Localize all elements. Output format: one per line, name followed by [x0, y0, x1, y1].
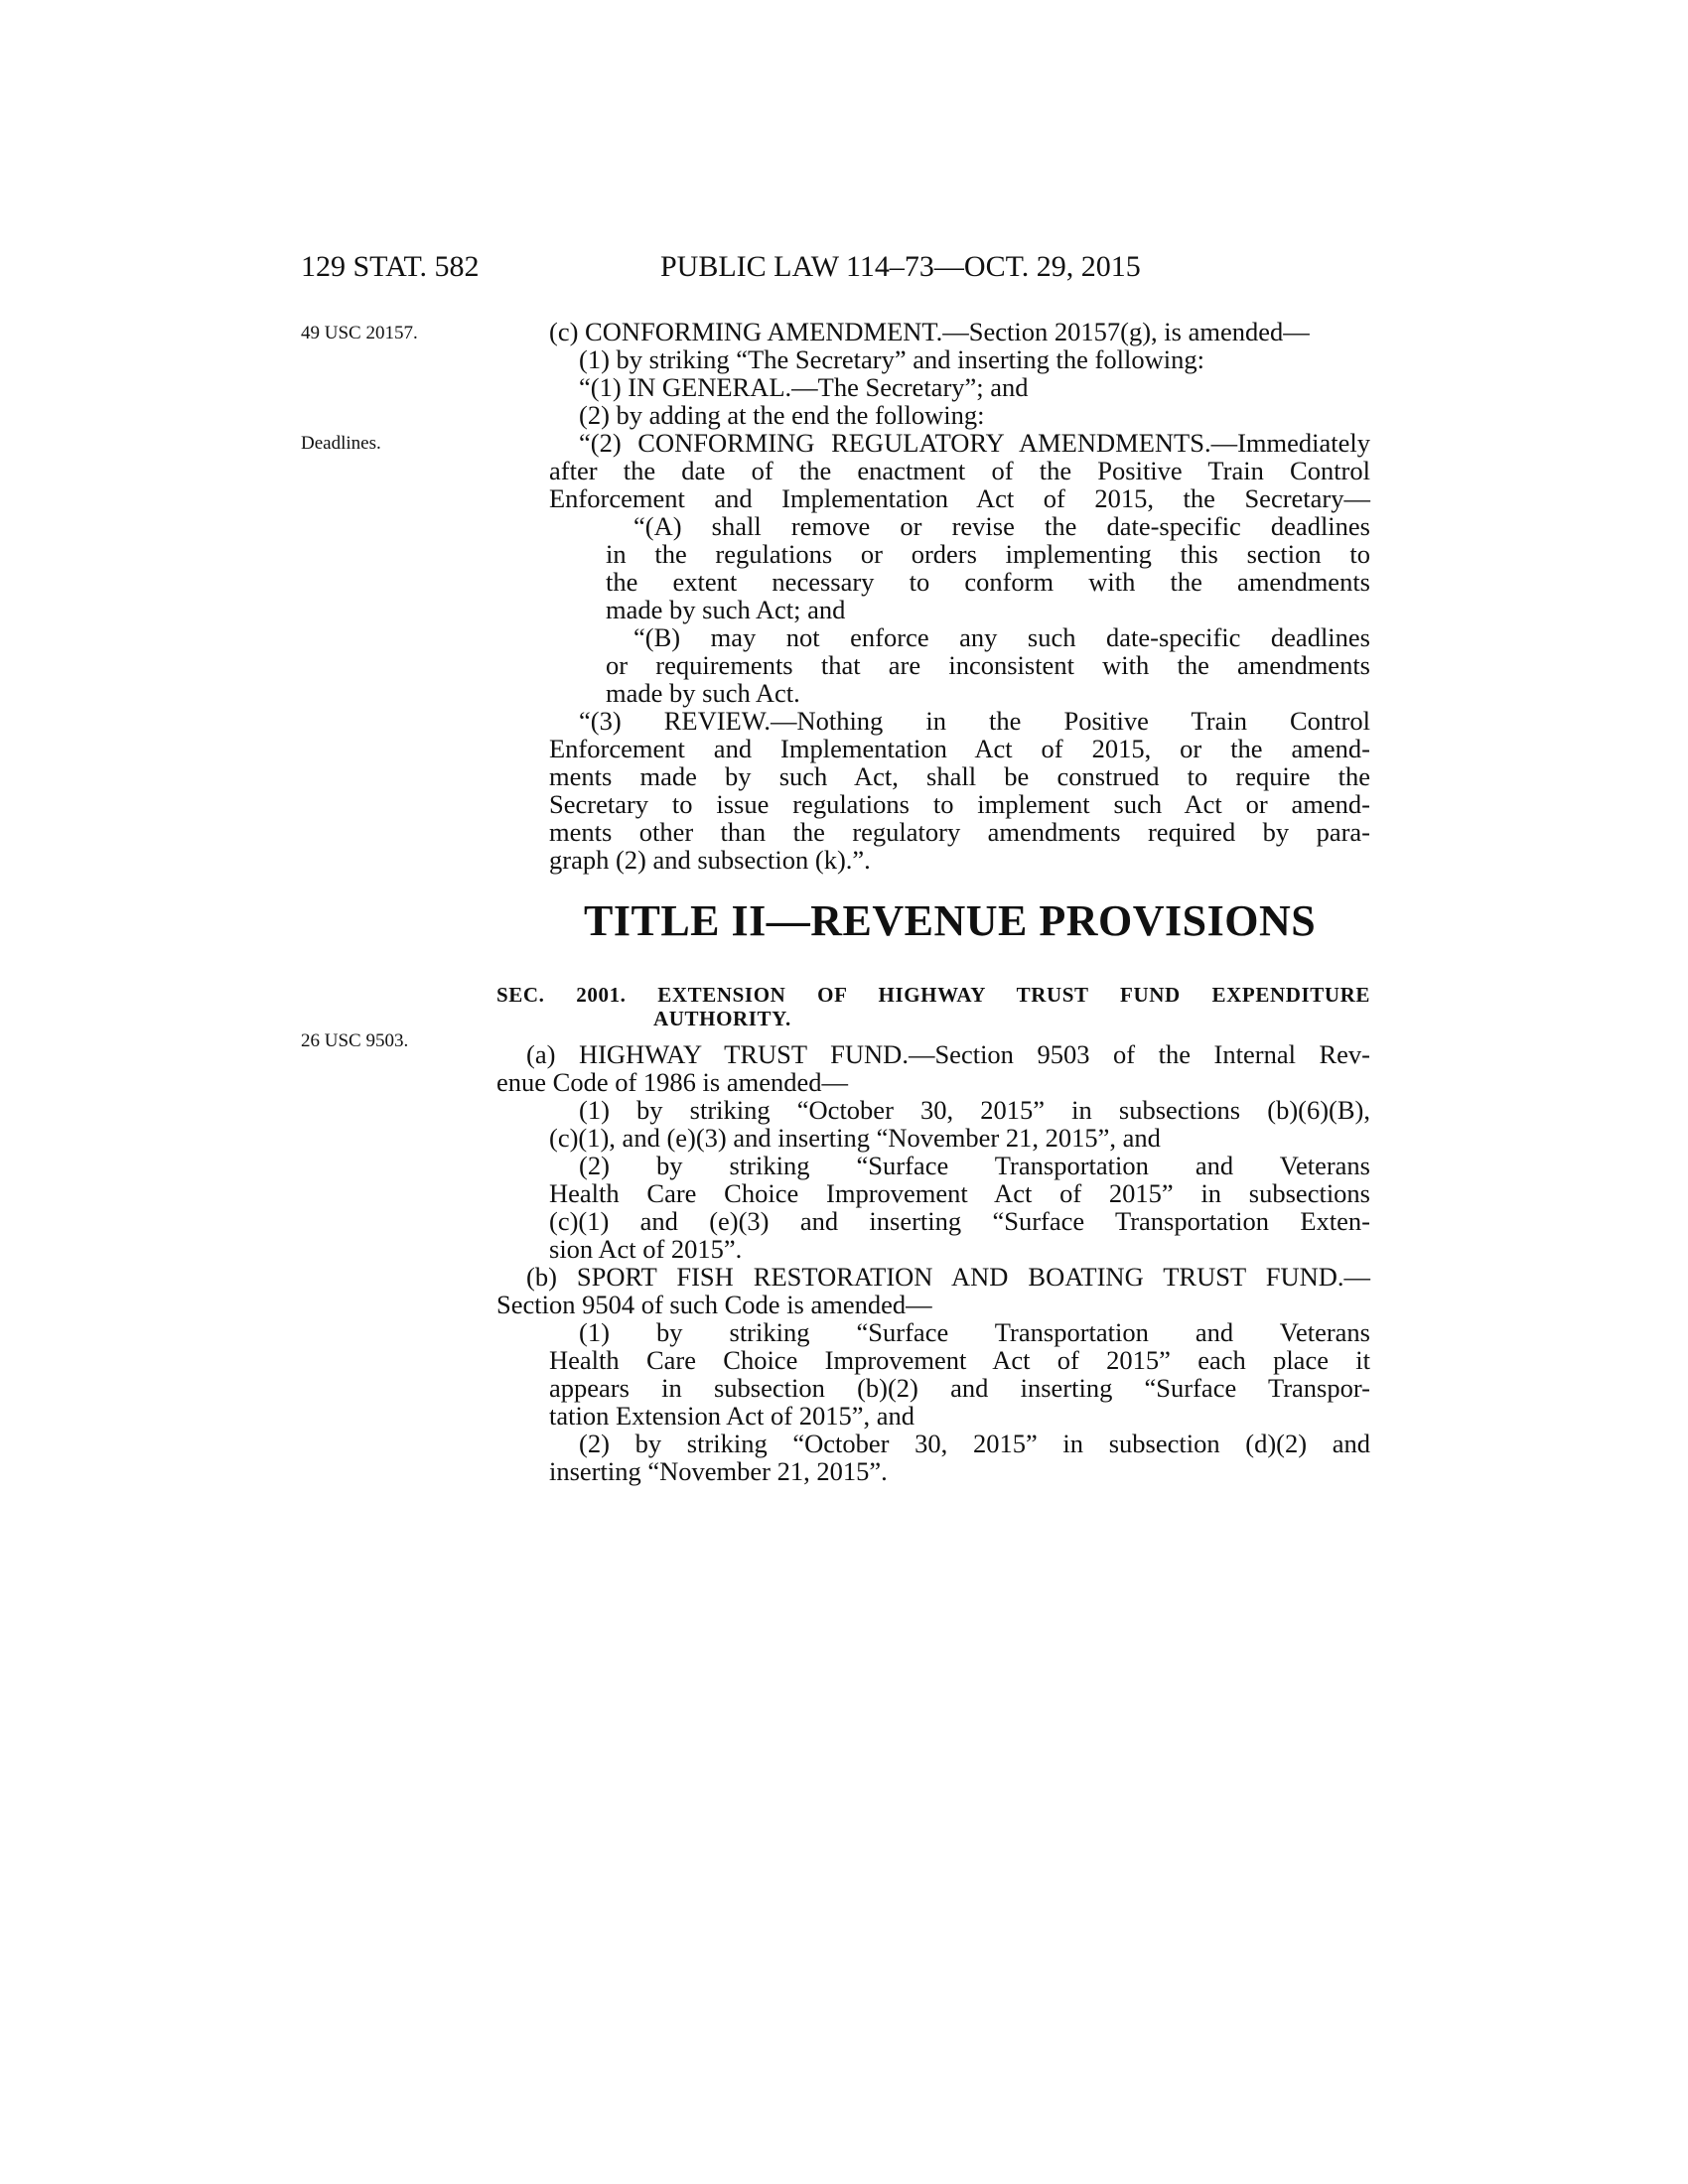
- section-heading-continued: AUTHORITY.: [653, 1007, 791, 1030]
- body-line: ments made by such Act, shall be construed to require the: [549, 761, 1370, 791]
- section-line: appears in subsection (b)(2) and inserting “Surface Transpor-: [549, 1373, 1370, 1403]
- margin-note-deadlines: Deadlines.: [301, 433, 381, 454]
- section-line: Section 9504 of such Code is amended—: [496, 1290, 932, 1319]
- body-line: made by such Act.: [606, 678, 800, 708]
- section-line: enue Code of 1986 is amended—: [496, 1067, 848, 1097]
- body-line: “(3) REVIEW.—Nothing in the Positive Train Control: [579, 706, 1370, 736]
- body-line: the extent necessary to conform with the amendments: [606, 567, 1370, 597]
- section-line: (c)(1) and (e)(3) and inserting “Surface Transportation Exten-: [549, 1206, 1370, 1236]
- section-line: sion Act of 2015”.: [549, 1234, 743, 1264]
- section-line: (1) by striking “October 30, 2015” in subsections (b)(6)(B),: [579, 1095, 1370, 1125]
- section-line: (b) SPORT FISH RESTORATION AND BOATING TRUST FUND.—: [526, 1262, 1370, 1292]
- body-line: or requirements that are inconsistent with the amendments: [606, 650, 1370, 680]
- running-header-title: PUBLIC LAW 114–73—OCT. 29, 2015: [660, 250, 1141, 283]
- section-line: tation Extension Act of 2015”, and: [549, 1401, 914, 1431]
- body-line: Enforcement and Implementation Act of 2015, or the amend-: [549, 734, 1370, 763]
- section-line: (1) by striking “Surface Transportation and Veterans: [579, 1317, 1370, 1347]
- body-line: “(B) may not enforce any such date-specific deadlines: [633, 622, 1370, 652]
- section-line: (2) by striking “Surface Transportation and Veterans: [579, 1151, 1370, 1180]
- page-number-header: 129 STAT. 582: [301, 250, 480, 283]
- section-line: (c)(1), and (e)(3) and inserting “November 21, 2015”, and: [549, 1123, 1161, 1153]
- body-line: Enforcement and Implementation Act of 2015, the Secretary—: [549, 483, 1370, 513]
- body-line: graph (2) and subsection (k).”.: [549, 845, 871, 875]
- section-line: (a) HIGHWAY TRUST FUND.—Section 9503 of the Internal Rev-: [526, 1039, 1370, 1069]
- section-line: inserting “November 21, 2015”.: [549, 1456, 888, 1486]
- body-line: in the regulations or orders implementing this section to: [606, 539, 1370, 569]
- body-line: (c) CONFORMING AMENDMENT.—Section 20157(g), is amended—: [549, 317, 1310, 346]
- title-heading: TITLE II—REVENUE PROVISIONS: [584, 896, 1317, 945]
- body-line: “(A) shall remove or revise the date-specific deadlines: [633, 511, 1370, 541]
- margin-note-usc-20157: 49 USC 20157.: [301, 323, 418, 343]
- body-line: (1) by striking “The Secretary” and inserting the following:: [579, 344, 1204, 374]
- section-line: Health Care Choice Improvement Act of 2015” each place it: [549, 1345, 1370, 1375]
- body-line: “(1) IN GENERAL.—The Secretary”; and: [579, 372, 1029, 402]
- section-line: Health Care Choice Improvement Act of 2015” in subsections: [549, 1178, 1370, 1208]
- section-heading: SEC. 2001. EXTENSION OF HIGHWAY TRUST FUND EXPENDITURE: [496, 983, 1370, 1007]
- margin-note-usc-9503: 26 USC 9503.: [301, 1030, 409, 1051]
- body-line: after the date of the enactment of the Positive Train Control: [549, 456, 1370, 485]
- body-line: made by such Act; and: [606, 595, 846, 624]
- body-line: Secretary to issue regulations to implement such Act or amend-: [549, 789, 1370, 819]
- body-line: “(2) CONFORMING REGULATORY AMENDMENTS.—Immediately: [579, 428, 1370, 458]
- body-line: ments other than the regulatory amendments required by para-: [549, 817, 1370, 847]
- section-line: (2) by striking “October 30, 2015” in subsection (d)(2) and: [579, 1429, 1370, 1458]
- body-line: (2) by adding at the end the following:: [579, 400, 985, 430]
